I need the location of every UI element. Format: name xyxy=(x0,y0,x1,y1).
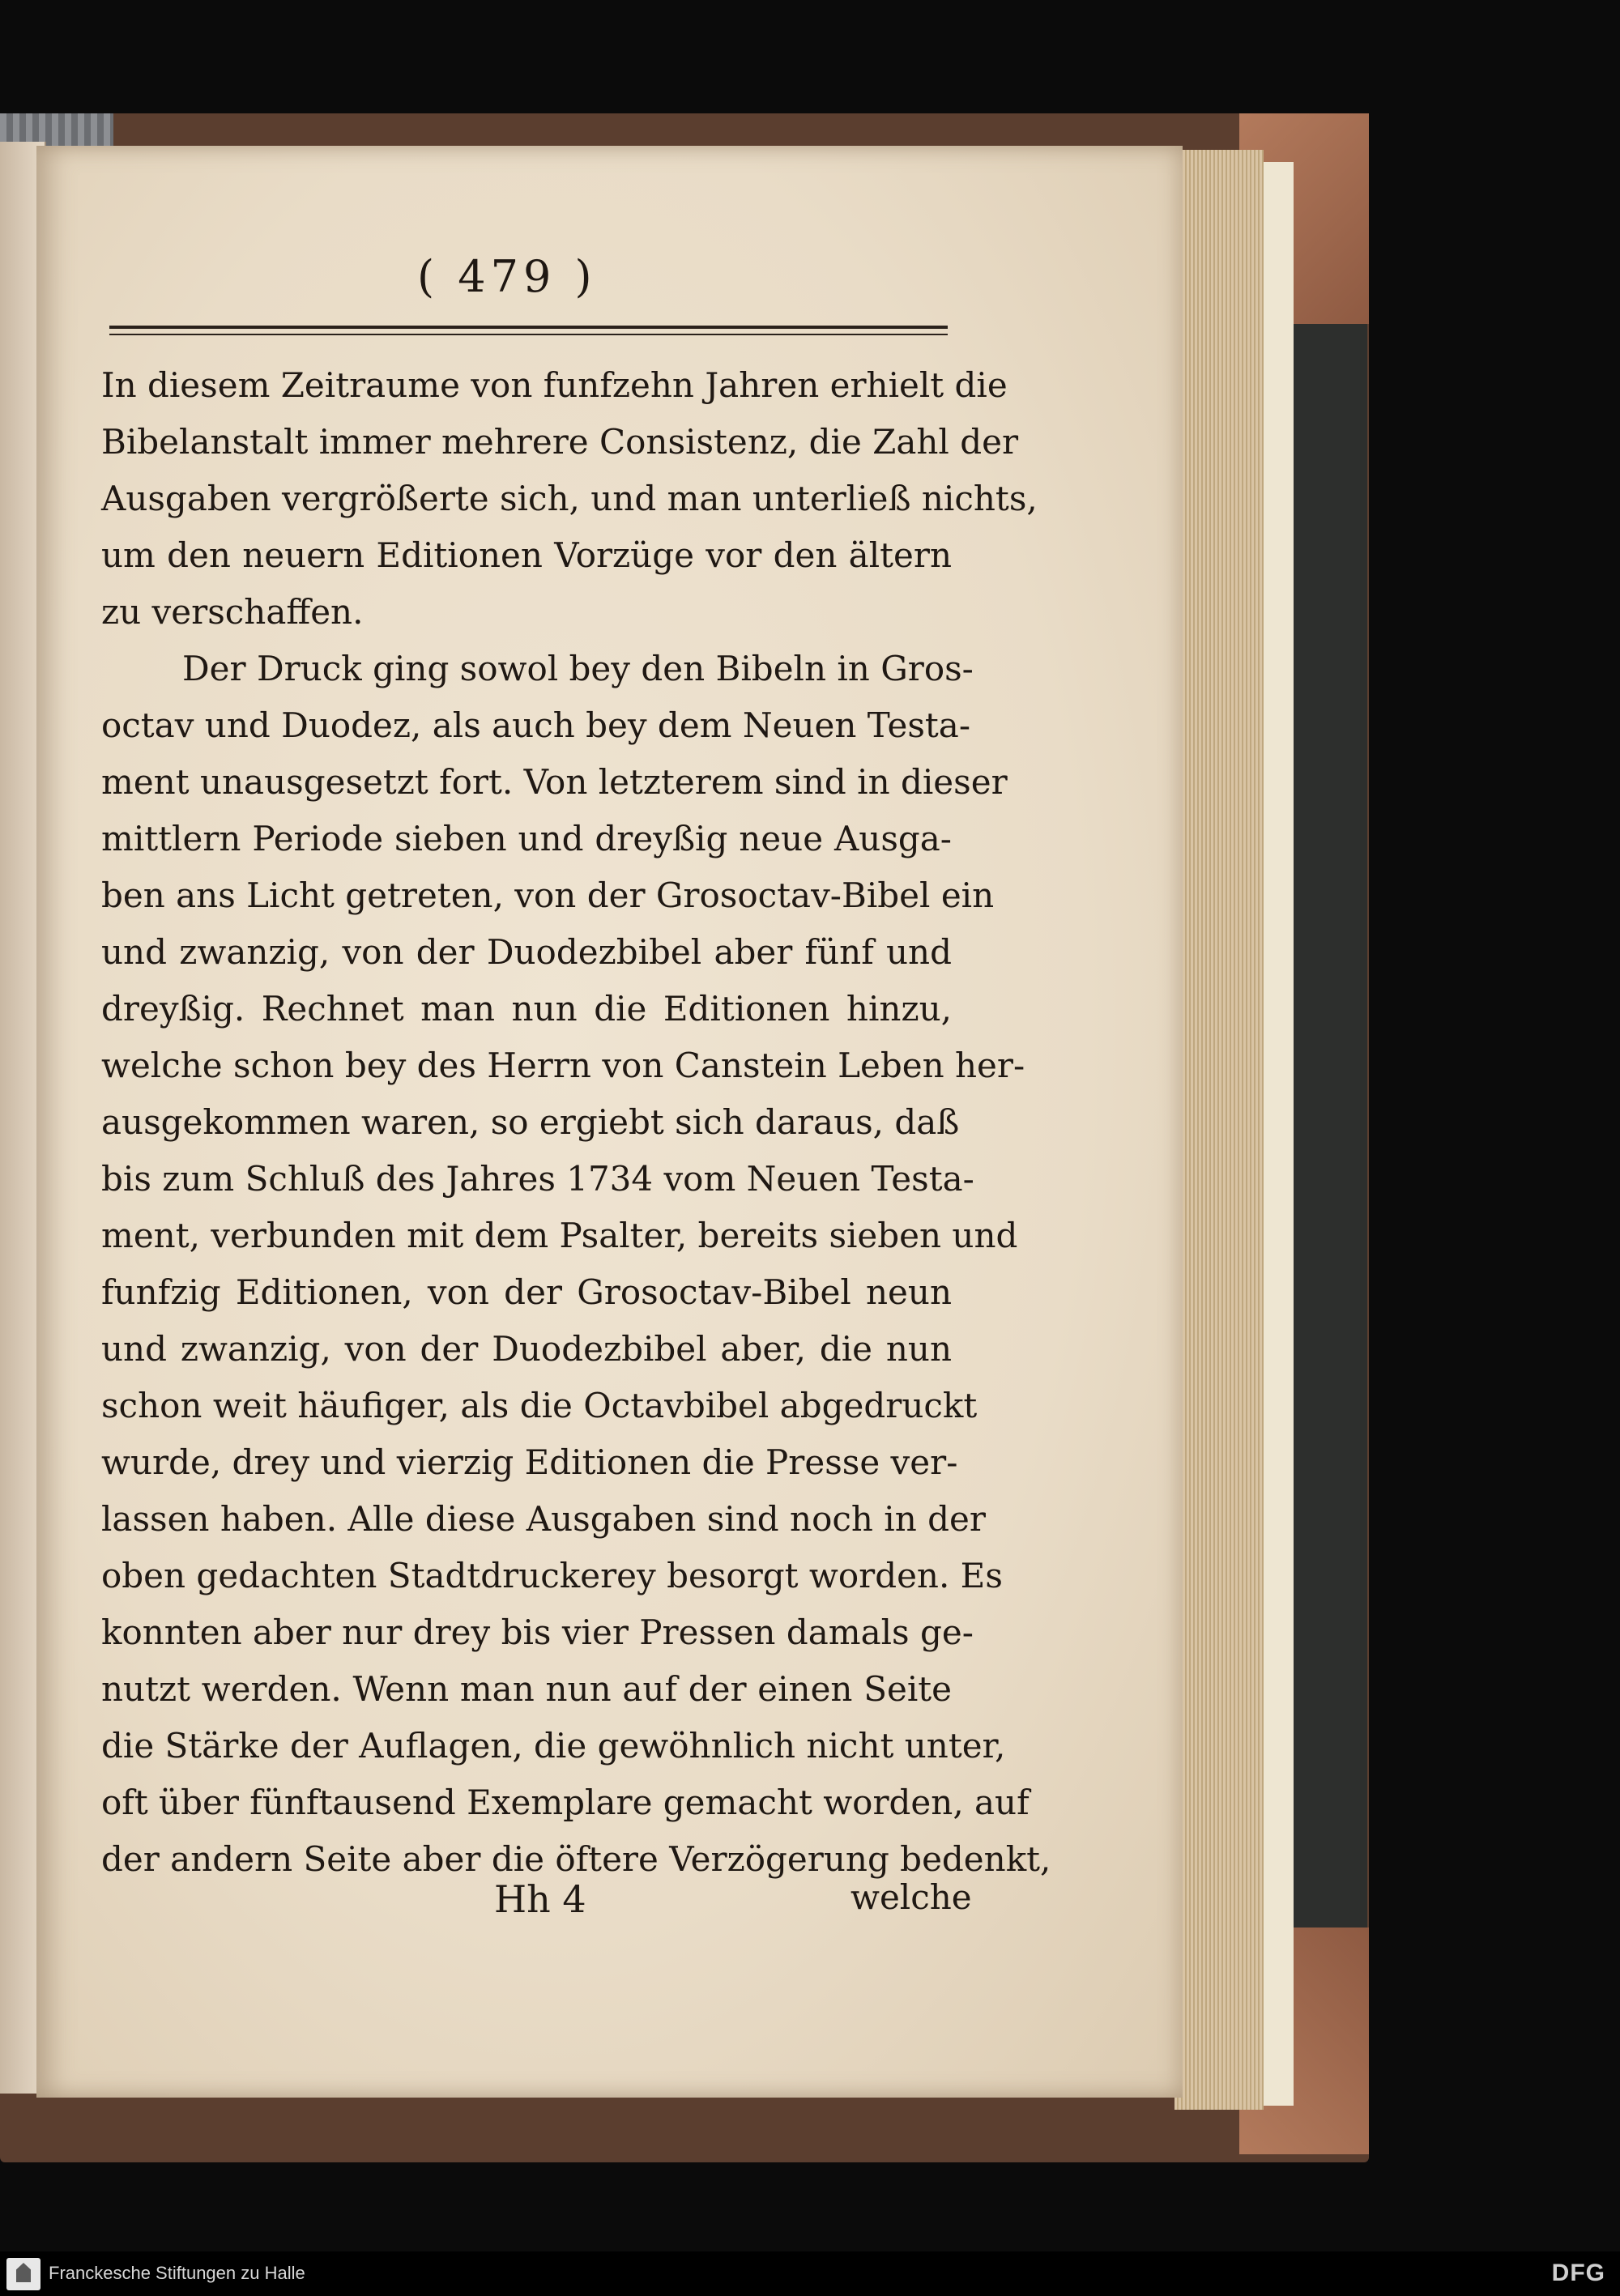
text-line: octav und Duodez, als auch bey dem Neuen Testa- xyxy=(101,705,971,745)
text-line: dreyßig. Rechnet man nun die Editionen hinzu, xyxy=(101,989,952,1029)
text-line: ben ans Licht getreten, von der Grosoctav-Bibel ein xyxy=(101,875,995,915)
text-line: und zwanzig, von der Duodezbibel aber, die nun xyxy=(101,1329,952,1369)
catchword: welche xyxy=(850,1877,972,1917)
text-line: ment, verbunden mit dem Psalter, bereits sieben und xyxy=(101,1216,1018,1255)
text-line: der andern Seite aber die öftere Verzögerung bedenkt, xyxy=(101,1839,1051,1879)
dfg-logo: DFG xyxy=(1551,2260,1605,2286)
text-line: Ausgaben vergrößerte sich, und man unterließ nichts, xyxy=(101,479,1038,518)
signature-mark: Hh 4 xyxy=(494,1877,586,1921)
text-line: oft über fünftausend Exemplare gemacht worden, auf xyxy=(101,1783,1030,1822)
text-line: ausgekommen waren, so ergiebt sich daraus, daß xyxy=(101,1102,960,1142)
text-line: die Stärke der Auflagen, die gewöhnlich nicht unter, xyxy=(101,1726,1006,1766)
viewer-footer xyxy=(0,2251,1620,2296)
text-line: welche schon bey des Herrn von Canstein Leben her- xyxy=(101,1046,1025,1085)
text-line: funfzig Editionen, von der Grosoctav-Bibel neun xyxy=(101,1272,952,1312)
text-line: und zwanzig, von der Duodezbibel aber fünf und xyxy=(101,932,952,972)
text-line: In diesem Zeitraume von funfzehn Jahren erhielt die xyxy=(101,365,1008,405)
text-line: mittlern Periode sieben und dreyßig neue Ausga- xyxy=(101,819,952,858)
text-line: wurde, drey und vierzig Editionen die Presse ver- xyxy=(101,1442,958,1482)
text-line: schon weit häufiger, als die Octavbibel abgedruckt xyxy=(101,1386,978,1425)
text-line: Der Druck ging sowol bey den Bibeln in Gros- xyxy=(182,649,974,688)
text-line: nutzt werden. Wenn man nun auf der einen Seite xyxy=(101,1669,952,1709)
text-line: um den neuern Editionen Vorzüge vor den ältern xyxy=(101,535,952,575)
text-line: Bibelanstalt immer mehrere Consistenz, die Zahl der xyxy=(101,422,1019,462)
text-line: zu verschaffen. xyxy=(101,592,364,632)
page-edges xyxy=(1174,150,1264,2110)
header-rule-thin xyxy=(109,334,948,335)
text-line: konnten aber nur drey bis vier Pressen damals ge- xyxy=(101,1612,974,1652)
header-rule xyxy=(109,326,948,329)
spine-headband xyxy=(0,113,113,146)
text-line: oben gedachten Stadtdruckerey besorgt worden. Es xyxy=(101,1556,1003,1595)
foundation-logo-icon xyxy=(6,2258,40,2290)
text-line: bis zum Schluß des Jahres 1734 vom Neuen Testa- xyxy=(101,1159,974,1199)
institution-name: Franckesche Stiftungen zu Halle xyxy=(49,2263,305,2283)
text-line: ment unausgesetzt fort. Von letzterem sind in dieser xyxy=(101,762,1008,802)
text-line: lassen haben. Alle diese Ausgaben sind noch in der xyxy=(101,1499,986,1539)
page-number: ( 479 ) xyxy=(417,251,597,302)
